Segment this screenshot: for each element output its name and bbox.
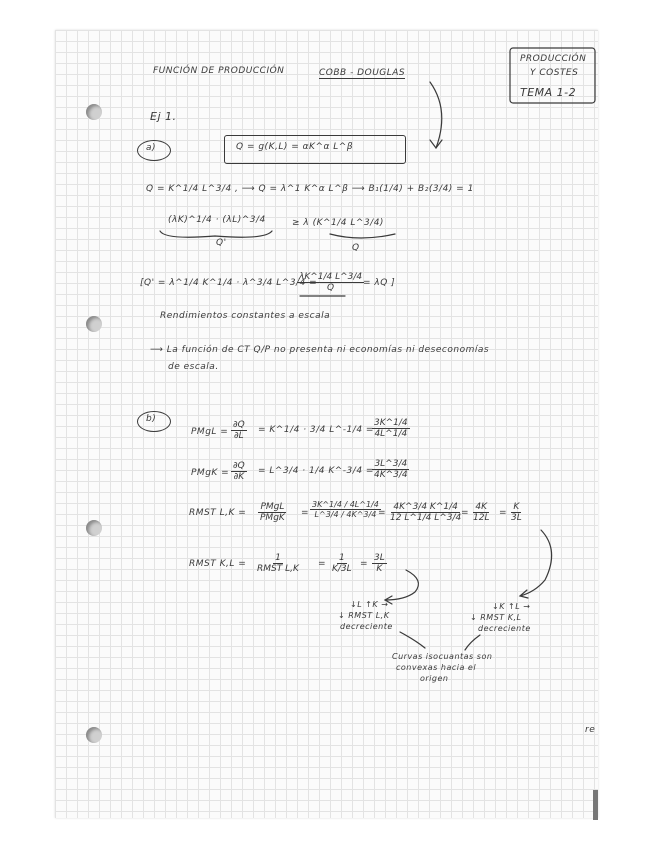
fraction-denominator: L^3/4 / 4K^3/4 [314,510,377,519]
underbrace-left [160,231,272,237]
margin-mark: re [585,725,596,735]
rmst-lk-name: RMST L,K = [189,508,247,518]
fraction-numerator: 4K^3/4 K^1/4 [393,502,458,512]
underbrace-right [330,234,395,238]
rmst-lk-equals: = [301,508,310,518]
rmst-kl-name: RMST K,L = [189,559,247,569]
page-title: FUNCIÓN DE PRODUCCIÓN [153,66,285,76]
fraction-denominator: Q [327,283,335,293]
fraction-numerator: 3L [374,553,385,563]
fraction-denominator: RMST L,K [257,564,299,574]
arrow-rmst-kl [385,570,418,600]
pmgl-name: PMgL = [191,427,229,437]
fraction-denominator: 4L^1/4 [374,429,408,439]
derivation-line-3a: [Q' = λ^1/4 K^1/4 · λ^3/4 L^3/4 = [140,278,318,288]
q-prime-label: Q' [216,238,227,248]
note-left-2: ↓ RMST L,K [338,611,390,620]
note-right-2: ↓ RMST K,L [470,613,522,622]
fraction-numerator: 1 [275,553,281,563]
fraction-denominator: K/3L [332,564,352,574]
note-left-3: decreciente [340,622,393,631]
pmgl-middle: = K^1/4 · 3/4 L^-1/4 = [258,425,374,435]
note-economies: ⟶ La función de CT Q/P no presenta ni economías ni deseconomías [150,345,490,355]
topic-box [510,48,595,103]
arrow-to-formula [430,82,442,148]
conclusion-line-3: origen [420,674,449,683]
derivation-line-3b: = λQ ] [363,278,396,288]
note-right-3: decreciente [478,624,531,633]
rmst-lk-equals: = [499,508,508,518]
fraction-numerator: 4K [475,502,488,512]
pmgk-name: PMgK = [191,468,230,478]
topic-line-1: PRODUCCIÓN [520,54,587,64]
q-label: Q [352,243,360,253]
fraction-denominator: 12 L^1/4 L^3/4 [390,513,462,523]
note-left-1: ↓L ↑K → [350,600,389,609]
fraction-denominator: PMgK [260,513,285,523]
arrow-left-to-conclusion [400,632,425,648]
fraction-numerator: 3K^1/4 [374,418,408,428]
fraction-denominator: 12L [473,513,490,523]
fraction-denominator: ∂L [234,431,244,441]
note-right-1: ↓K ↑L → [492,602,531,611]
pmgk-middle: = L^3/4 · 1/4 K^-3/4 = [258,466,374,476]
note-economies-cont: de escala. [168,362,219,372]
rmst-kl-equals: = [318,559,327,569]
page-title-underlined: COBB - DOUGLAS [319,68,406,78]
derivation-line-2-left: (λK)^1/4 · (λL)^3/4 [168,215,266,225]
fraction-numerator: 3L^3/4 [374,459,408,469]
fraction-numerator: 3K^1/4 / 4L^1/4 [312,500,379,509]
note-returns: Rendimientos constantes a escala [160,311,331,321]
fraction-denominator: K [376,564,383,574]
part-b-label: b) [146,414,157,424]
fraction-denominator: 3L [511,513,522,523]
fraction-denominator: 4K^3/4 [374,470,408,480]
exercise-label: Ej 1. [150,110,177,123]
derivation-line-2-mid: ≥ λ (K^1/4 L^3/4) [292,218,384,228]
rmst-lk-equals: = [461,508,470,518]
arrow-right-to-conclusion [465,635,480,650]
topic-line-2: Y COSTES [530,68,579,78]
conclusion-line-1: Curvas isocuantas son [392,652,493,661]
arrow-rmst-lk [520,530,552,596]
boxed-formula: Q = g(K,L) = αK^α L^β [236,142,354,152]
topic-tema: TEMA 1-2 [520,86,577,99]
fraction-numerator: ∂Q [233,461,245,471]
fraction-numerator: 1 [338,553,345,563]
rmst-lk-equals: = [378,508,387,518]
fraction-denominator: ∂K [233,472,245,482]
part-a-label: a) [146,143,157,153]
rmst-kl-equals: = [360,559,369,569]
fraction-numerator: PMgL [260,502,285,512]
derivation-line-1: Q = K^1/4 L^3/4 , ⟶ Q = λ^1 K^α L^β ⟶ B₁(1/4) + B₂(3/4) = 1 [146,184,474,194]
fraction-numerator: ∂Q [233,420,245,430]
fraction-numerator: K [513,502,520,512]
conclusion-line-2: convexas hacia el [396,663,477,672]
fraction-numerator: λK^1/4 L^3/4 [299,272,363,282]
